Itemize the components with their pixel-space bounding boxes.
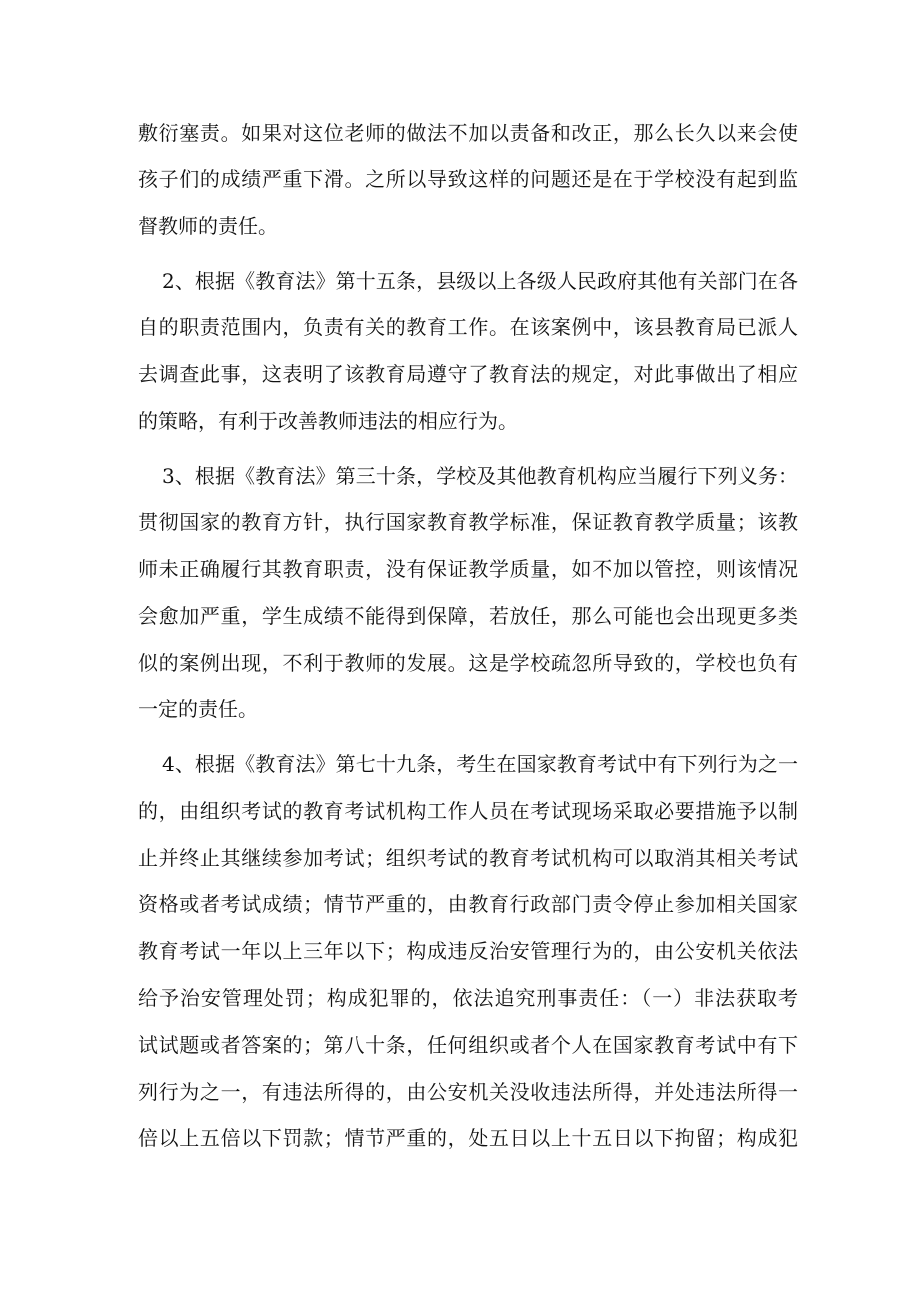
paragraph-1-line-2: 孩子们的成绩严重下滑。之所以导致这样的问题还是在于学校没有起到监 [138,167,798,191]
paragraph-2-line-4: 的策略，有利于改善教师违法的相应行为。 [138,409,518,433]
paragraph-2-line-3: 去调查此事，这表明了该教育局遵守了教育法的规定，对此事做出了相应 [138,362,798,386]
paragraph-4-line-3: 止并终止其继续参加考试；组织考试的教育考试机构可以取消其相关考试 [138,846,798,870]
paragraph-1-line-1: 敷衍塞责。如果对这位老师的做法不加以责备和改正，那么长久以来会使 [138,121,798,145]
paragraph-4-line-5: 教育考试一年以上三年以下；构成违反治安管理行为的，由公安机关依法 [138,939,798,963]
paragraph-2-line-2: 自的职责范围内，负责有关的教育工作。在该案例中，该县教育局已派人 [138,315,798,339]
paragraph-4-line-1: 4、根据《教育法》第七十九条，考生在国家教育考试中有下列行为之一 [162,752,798,776]
paragraph-3-line-2: 贯彻国家的教育方针，执行国家教育教学标准，保证教育教学质量；该教 [138,510,798,534]
paragraph-3-line-4: 会愈加严重，学生成绩不能得到保障，若放任，那么可能也会出现更多类 [138,604,798,628]
paragraph-3-line-1: 3、根据《教育法》第三十条，学校及其他教育机构应当履行下列义务： [162,464,798,488]
paragraph-4-line-6: 给予治安管理处罚；构成犯罪的，依法追究刑事责任：（一）非法获取考 [138,986,798,1010]
paragraph-4-line-2: 的，由组织考试的教育考试机构工作人员在考试现场采取必要措施予以制 [138,799,798,823]
paragraph-3-line-5: 似的案例出现，不利于教师的发展。这是学校疏忽所导致的，学校也负有 [138,651,798,675]
paragraph-1-line-3: 督教师的责任。 [138,214,278,238]
paragraph-4-line-4: 资格或者考试成绩；情节严重的，由教育行政部门责令停止参加相关国家 [138,892,798,916]
paragraph-4-line-9: 倍以上五倍以下罚款；情节严重的，处五日以上十五日以下拘留；构成犯 [138,1126,798,1150]
paragraph-3-line-3: 师未正确履行其教育职责，没有保证教学质量，如不加以管控，则该情况 [138,557,798,581]
paragraph-4-line-8: 列行为之一，有违法所得的，由公安机关没收违法所得，并处违法所得一 [138,1080,798,1104]
paragraph-4-line-7: 试试题或者答案的；第八十条，任何组织或者个人在国家教育考试中有下 [138,1033,798,1057]
paragraph-2-line-1: 2、根据《教育法》第十五条，县级以上各级人民政府其他有关部门在各 [162,269,798,293]
paragraph-3-line-6: 一定的责任。 [138,697,258,721]
